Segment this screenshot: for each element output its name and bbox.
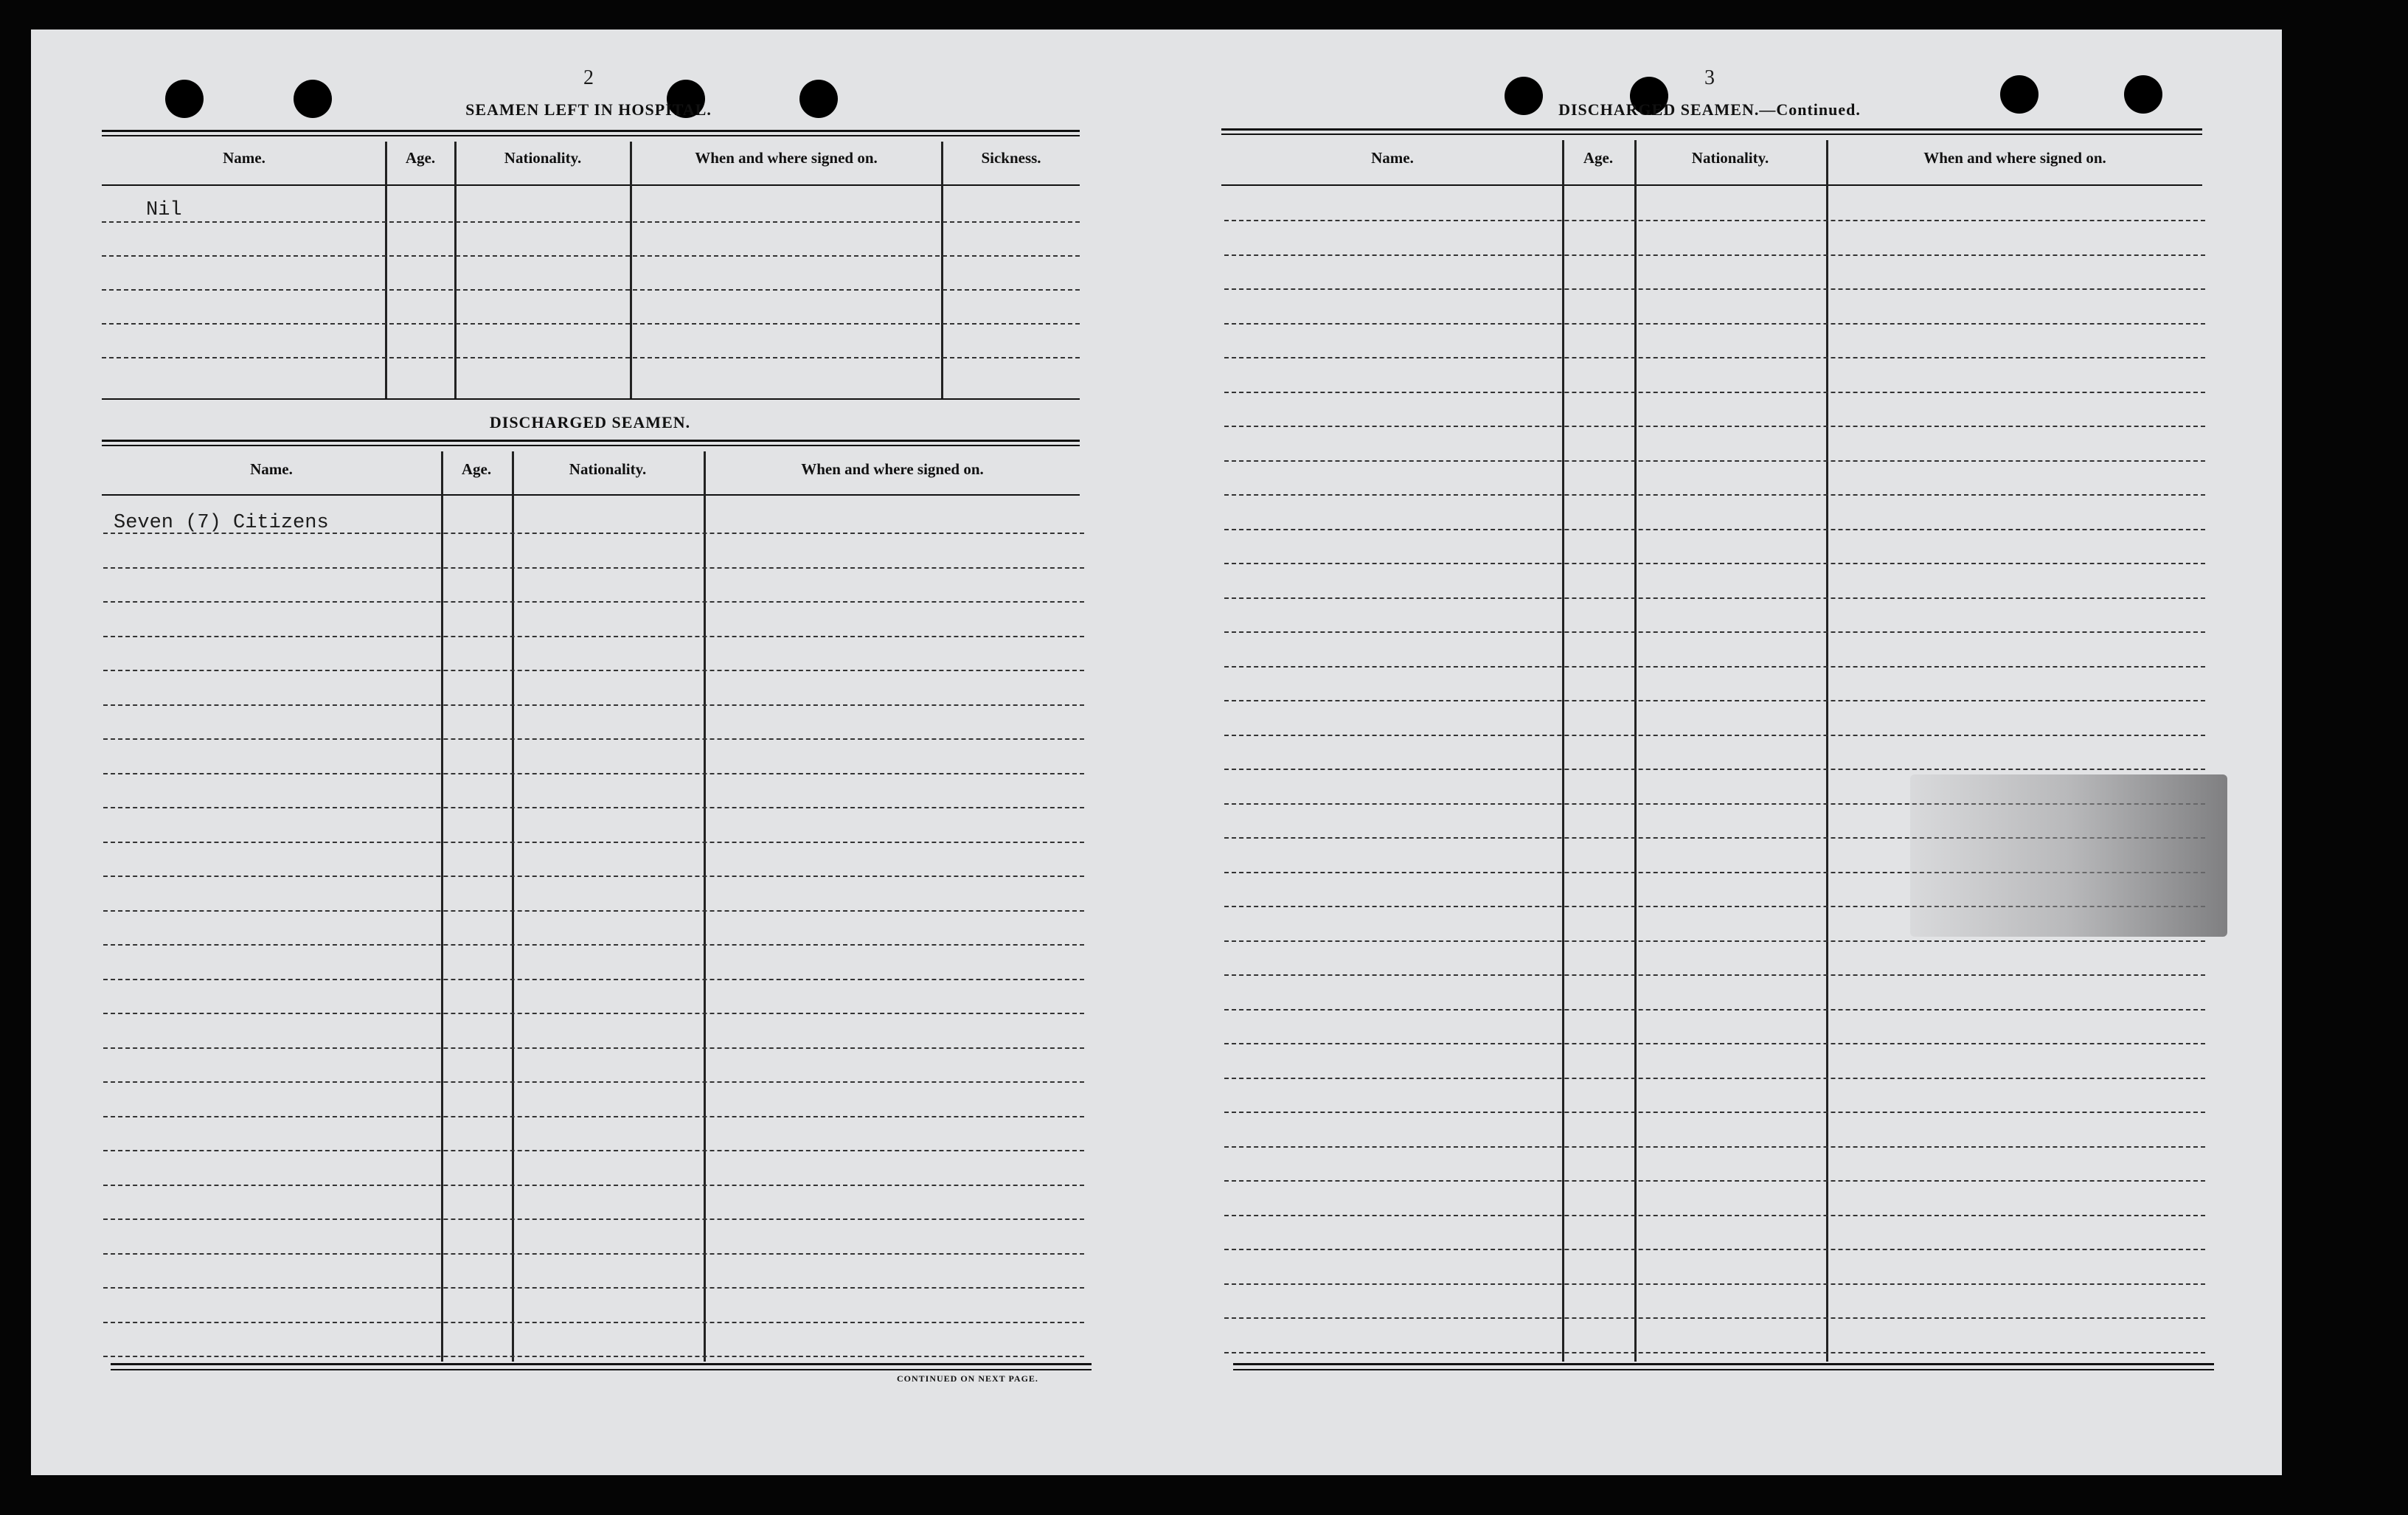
form-row-line bbox=[1224, 1043, 2205, 1044]
hospital-col-sickness: Sickness. bbox=[981, 149, 1041, 167]
punch-hole bbox=[2000, 75, 2039, 114]
hospital-col-name: Name. bbox=[223, 149, 266, 167]
form-row-line bbox=[1224, 460, 2205, 462]
hospital-row-line bbox=[102, 221, 1080, 223]
form-row-line bbox=[1224, 288, 2205, 290]
hospital-top-rule bbox=[102, 130, 1080, 132]
form-row-line bbox=[103, 1287, 1084, 1289]
form-row-line bbox=[103, 876, 1084, 877]
form-row-line bbox=[1224, 666, 2205, 668]
form-row-line bbox=[103, 704, 1084, 706]
form-row-line bbox=[103, 1081, 1084, 1083]
form-row-line bbox=[103, 670, 1084, 671]
form-row-line bbox=[1224, 494, 2205, 496]
form-row-line bbox=[103, 842, 1084, 843]
hospital-col-divider bbox=[385, 142, 387, 398]
form-row-line bbox=[103, 1253, 1084, 1255]
discharged-top-rule-2 bbox=[102, 445, 1080, 446]
form-row-line bbox=[103, 1116, 1084, 1117]
hospital-bottom-rule bbox=[102, 398, 1080, 400]
form-row-line bbox=[103, 910, 1084, 912]
form-row-line bbox=[1224, 1112, 2205, 1113]
discharged-col-divider bbox=[441, 451, 443, 1362]
discharged-col-name: Name. bbox=[250, 460, 293, 478]
form-row-line bbox=[103, 1185, 1084, 1186]
form-row-line bbox=[1224, 1317, 2205, 1319]
right-col-nationality: Nationality. bbox=[1691, 149, 1769, 167]
form-row-line bbox=[1224, 735, 2205, 736]
right-col-signed-on: When and where signed on. bbox=[1923, 149, 2106, 167]
form-row-line bbox=[1224, 631, 2205, 633]
form-row-line bbox=[1224, 974, 2205, 976]
hospital-col-divider bbox=[630, 142, 632, 398]
hospital-header-rule bbox=[102, 184, 1080, 186]
form-row-line bbox=[1224, 563, 2205, 564]
right-bottom-rule-2 bbox=[1233, 1369, 2214, 1370]
form-row-line bbox=[103, 567, 1084, 569]
document-sheet bbox=[31, 30, 2282, 1475]
hospital-row-line bbox=[102, 357, 1080, 358]
right-col-age: Age. bbox=[1583, 149, 1614, 167]
form-row-line bbox=[1224, 529, 2205, 530]
form-row-line bbox=[103, 944, 1084, 946]
punch-hole bbox=[294, 80, 332, 118]
form-row-line bbox=[1224, 1283, 2205, 1285]
form-row-line bbox=[103, 773, 1084, 774]
punch-hole bbox=[165, 80, 204, 118]
form-row-line bbox=[1224, 323, 2205, 325]
hospital-section-title: SEAMEN LEFT IN HOSPITAL. bbox=[465, 100, 712, 119]
punch-hole bbox=[1505, 77, 1543, 115]
form-row-line bbox=[103, 636, 1084, 637]
hospital-col-divider bbox=[454, 142, 457, 398]
hospital-top-rule-2 bbox=[102, 135, 1080, 136]
form-row-line bbox=[1224, 1352, 2205, 1353]
hospital-col-divider bbox=[941, 142, 943, 398]
right-section-title: DISCHARGED SEAMEN.—Continued. bbox=[1558, 100, 1861, 119]
right-header-rule bbox=[1221, 184, 2202, 186]
hospital-col-nationality: Nationality. bbox=[504, 149, 582, 167]
punch-hole bbox=[2124, 75, 2162, 114]
form-row-line bbox=[103, 1047, 1084, 1049]
form-row-line bbox=[1224, 1146, 2205, 1148]
discharged-col-nationality: Nationality. bbox=[569, 460, 647, 478]
form-row-line bbox=[1224, 940, 2205, 942]
form-row-line bbox=[103, 601, 1084, 603]
form-row-line bbox=[103, 1218, 1084, 1220]
right-col-name: Name. bbox=[1371, 149, 1414, 167]
form-row-line bbox=[1224, 1249, 2205, 1250]
continued-note: CONTINUED ON NEXT PAGE. bbox=[897, 1373, 1038, 1384]
discharged-col-age: Age. bbox=[461, 460, 492, 478]
form-row-line bbox=[103, 1013, 1084, 1014]
form-row-line bbox=[103, 738, 1084, 740]
form-row-line bbox=[1224, 769, 2205, 770]
hospital-row-line bbox=[102, 255, 1080, 257]
form-row-line bbox=[1224, 700, 2205, 701]
form-row-line bbox=[103, 979, 1084, 980]
form-row-line bbox=[1224, 254, 2205, 256]
form-row-line bbox=[1224, 1180, 2205, 1182]
hospital-row-line bbox=[102, 323, 1080, 325]
discharged-top-rule bbox=[102, 440, 1080, 442]
hospital-col-age: Age. bbox=[405, 149, 436, 167]
form-row-line bbox=[1224, 597, 2205, 599]
form-row-line bbox=[103, 1150, 1084, 1151]
discharged-bottom-rule bbox=[111, 1363, 1092, 1365]
discharged-entry: Seven (7) Citizens bbox=[114, 512, 329, 534]
form-row-line bbox=[1224, 1009, 2205, 1010]
form-row-line bbox=[1224, 392, 2205, 393]
faded-stamp-mark bbox=[1910, 774, 2227, 937]
hospital-row-line bbox=[102, 289, 1080, 291]
form-row-line bbox=[1224, 1078, 2205, 1079]
discharged-col-signed-on: When and where signed on. bbox=[801, 460, 984, 478]
form-row-line bbox=[103, 807, 1084, 808]
discharged-col-divider bbox=[704, 451, 706, 1362]
form-row-line bbox=[1224, 1215, 2205, 1216]
form-row-line bbox=[1224, 357, 2205, 358]
discharged-bottom-rule-2 bbox=[111, 1369, 1092, 1370]
hospital-col-signed-on: When and where signed on. bbox=[695, 149, 878, 167]
discharged-col-divider bbox=[512, 451, 514, 1362]
form-row-line bbox=[1224, 220, 2205, 221]
discharged-section-title: DISCHARGED SEAMEN. bbox=[489, 413, 691, 431]
hospital-entry: Nil bbox=[146, 199, 182, 221]
punch-hole bbox=[799, 80, 838, 118]
right-top-rule-2 bbox=[1221, 134, 2202, 135]
left-page-number: 2 bbox=[583, 66, 594, 89]
form-row-line bbox=[1224, 426, 2205, 427]
right-top-rule bbox=[1221, 128, 2202, 131]
right-bottom-rule bbox=[1233, 1363, 2214, 1365]
form-row-line bbox=[103, 1356, 1084, 1357]
discharged-header-rule bbox=[102, 494, 1080, 496]
form-row-line bbox=[103, 1322, 1084, 1323]
right-page-number: 3 bbox=[1704, 66, 1715, 89]
